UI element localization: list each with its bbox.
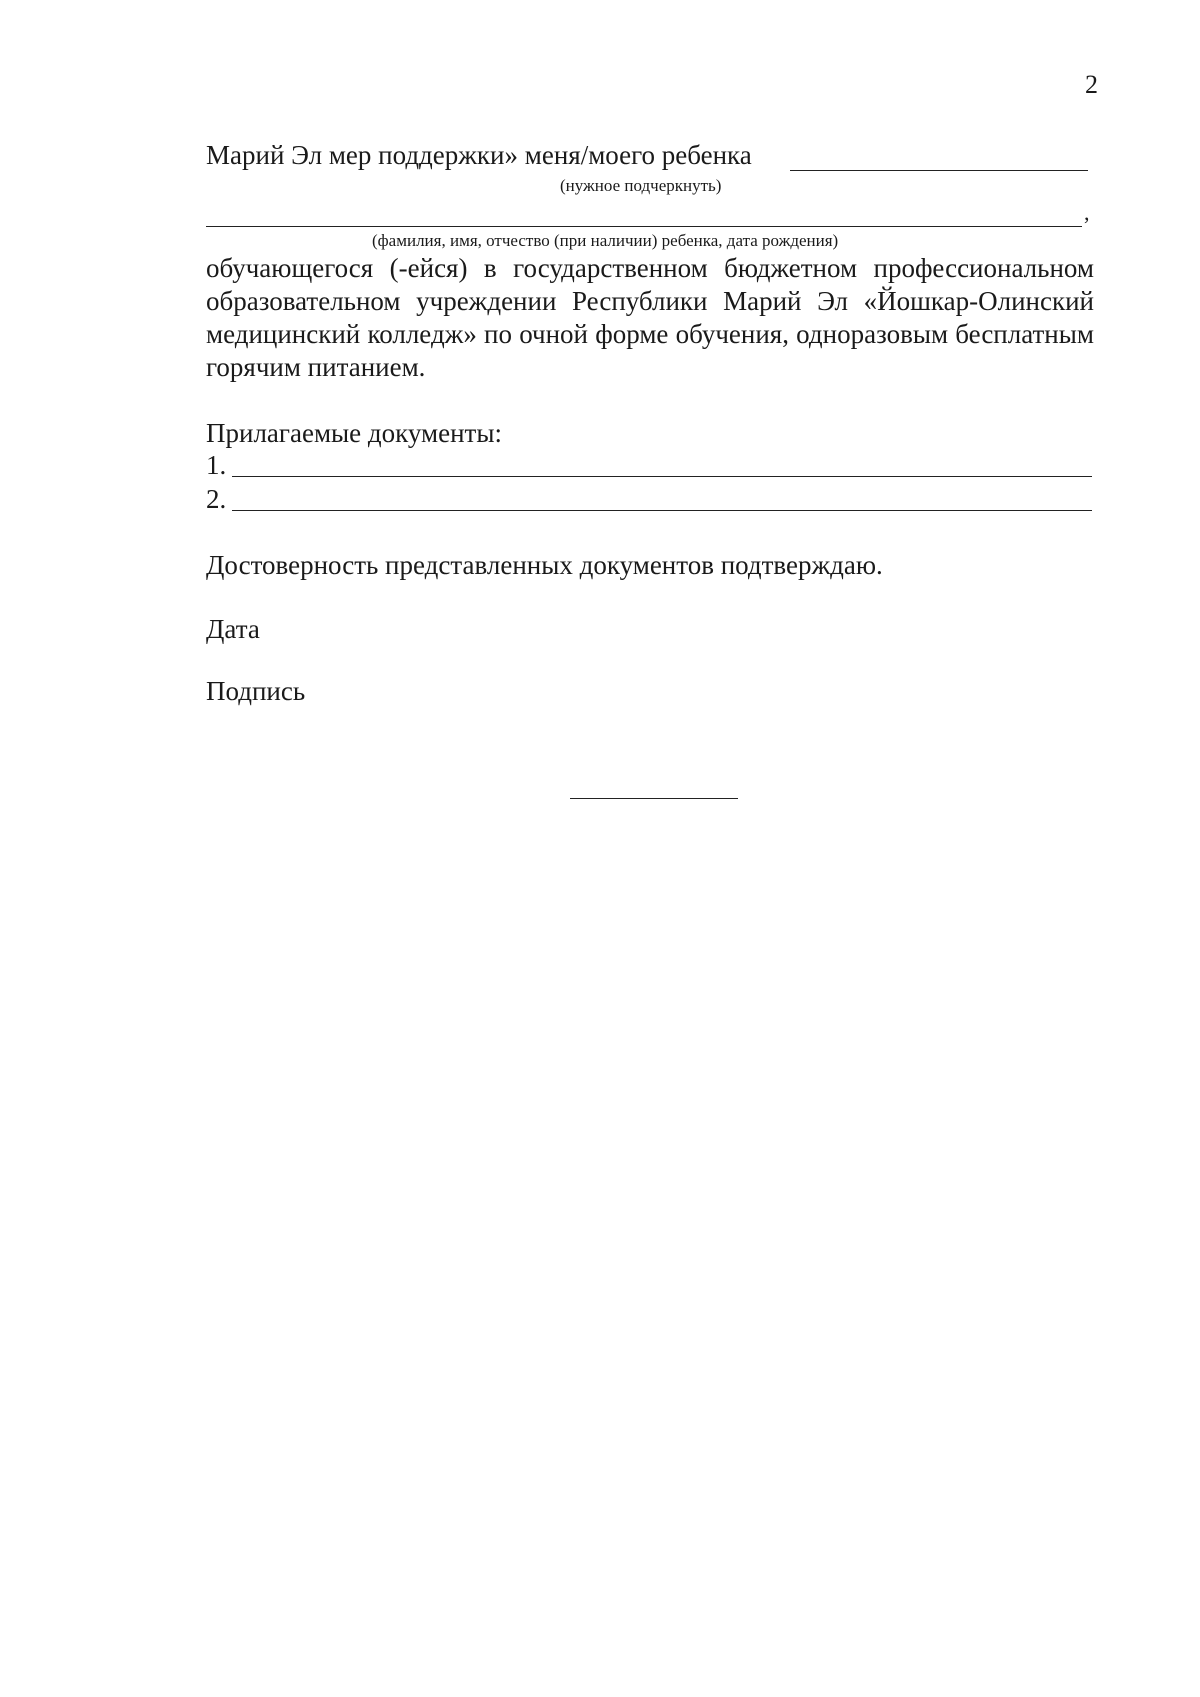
intro-line: Марий Эл мер поддержки» меня/моего ребенка	[206, 140, 752, 170]
child-hint-caption: (фамилия, имя, отчество (при наличии) ребенка, дата рождения)	[372, 231, 839, 250]
child-line-comma: ,	[1084, 200, 1090, 225]
attachment-item-1-line	[232, 476, 1092, 477]
attachment-item-2-line	[232, 510, 1092, 511]
page-number: 2	[1085, 70, 1098, 99]
confirmation-statement: Достоверность представленных документов подтверждаю.	[206, 550, 883, 580]
end-divider	[570, 798, 738, 799]
attachment-item-1-number: 1.	[206, 450, 227, 480]
signature-label: Подпись	[206, 676, 306, 706]
child-name-line	[206, 226, 1082, 227]
date-label: Дата	[206, 614, 260, 644]
attachment-item-2-number: 2.	[206, 484, 227, 514]
intro-hint-caption: (нужное подчеркнуть)	[560, 176, 722, 195]
body-paragraph: обучающегося (-ейся) в государственном бюджетном профессиональном образовательном учреждении Республики Марий Эл «Йошкар-Олинский медицинский колледж» по очной форме обучения, одноразовым бесплатным горячим питанием.	[206, 253, 1094, 382]
choice-underline	[790, 170, 1088, 171]
attachments-label: Прилагаемые документы:	[206, 418, 502, 448]
